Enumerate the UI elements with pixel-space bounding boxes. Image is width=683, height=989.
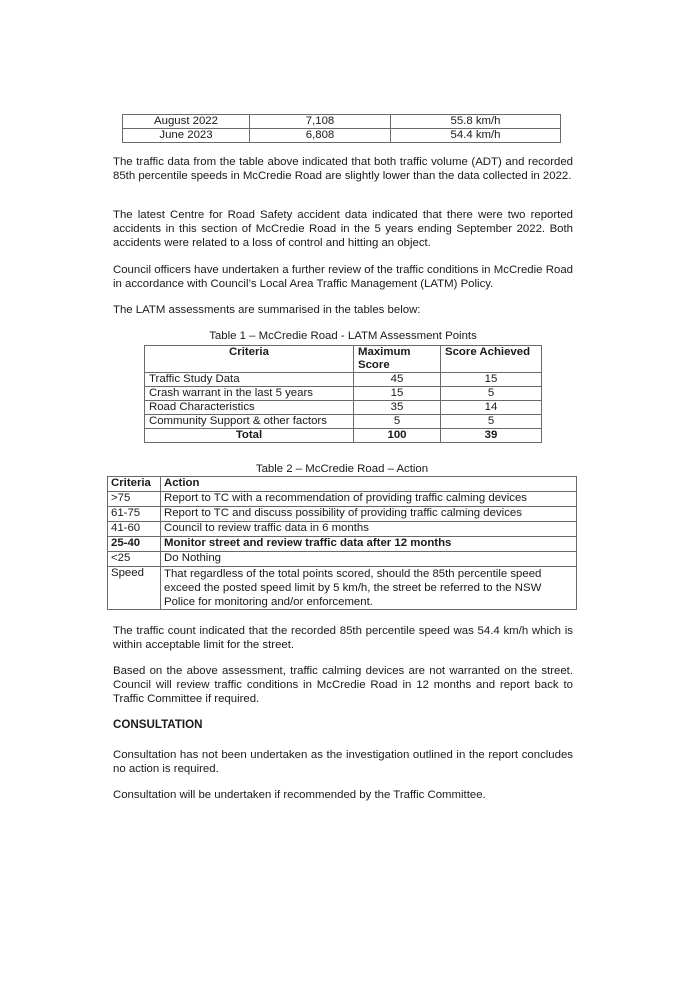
adt-cell: 7,108 — [250, 115, 391, 129]
table-row — [145, 387, 542, 401]
action-cell: Do Nothing — [161, 552, 577, 567]
speed-cell: 55.8 km/h — [391, 115, 561, 129]
adt-cell: 6,808 — [250, 129, 391, 143]
max-score-header: Maximum Score — [354, 346, 441, 373]
criteria-cell: <25 — [108, 552, 161, 567]
table-row-highlighted — [108, 537, 577, 552]
table-row — [123, 129, 561, 143]
paragraph-assessment-outcome: Based on the above assessment, traffic calming devices are not warranted on the street. Council will review traffic conditions in McCredie Road in 12 months and report back to Traffic Committee if required. — [113, 665, 573, 705]
table-row — [108, 567, 577, 610]
table-row — [108, 507, 577, 522]
score-achieved-cell: 15 — [441, 373, 542, 387]
table-row — [108, 552, 577, 567]
criteria-cell: >75 — [108, 492, 161, 507]
max-score-cell: 15 — [354, 387, 441, 401]
criteria-header: Criteria — [108, 477, 161, 492]
criteria-cell: Road Characteristics — [145, 401, 354, 415]
total-achieved-cell: 39 — [441, 429, 542, 443]
speed-cell: 54.4 km/h — [391, 129, 561, 143]
latm-assessment-table — [144, 345, 542, 443]
period-cell: August 2022 — [123, 115, 250, 129]
table-row — [108, 492, 577, 507]
score-achieved-cell: 5 — [441, 387, 542, 401]
paragraph-consultation-future: Consultation will be undertaken if recommended by the Traffic Committee. — [113, 789, 486, 801]
action-header: Action — [161, 477, 577, 492]
table1-caption: Table 1 – McCredie Road - LATM Assessment Points — [209, 330, 477, 342]
score-achieved-cell: 14 — [441, 401, 542, 415]
paragraph-accident-data: The latest Centre for Road Safety accident data indicated that there were two reported accidents in this section of McCredie Road in the 5 years ending September 2022. Both accidents were related to a loss of control and hitting an object. — [113, 209, 573, 249]
paragraph-latm-review: Council officers have undertaken a further review of the traffic conditions in McCredie Road in accordance with Council’s Local Area Traffic Management (LATM) Policy. — [113, 264, 573, 290]
action-cell: Council to review traffic data in 6 months — [161, 522, 577, 537]
paragraph-speed-result: The traffic count indicated that the recorded 85th percentile speed was 54.4 km/h which is within acceptable limit for the street. — [113, 625, 573, 651]
period-cell: June 2023 — [123, 129, 250, 143]
criteria-cell: 61-75 — [108, 507, 161, 522]
action-cell: Monitor street and review traffic data after 12 months — [161, 537, 577, 552]
action-cell: That regardless of the total points scored, should the 85th percentile speed exceed the posted speed limit by 5 km/h, the street be referred to the NSW Police for monitoring and/or enforcement. — [161, 567, 577, 610]
table-row — [145, 401, 542, 415]
table-total-row — [145, 429, 542, 443]
paragraph-traffic-data: The traffic data from the table above indicated that both traffic volume (ADT) and recorded 85th percentile speeds in McCredie Road are slightly lower than the data collected in 2022. — [113, 156, 573, 182]
traffic-data-table — [122, 114, 561, 143]
criteria-header: Criteria — [145, 346, 354, 373]
table-row — [108, 522, 577, 537]
criteria-cell: Traffic Study Data — [145, 373, 354, 387]
max-score-cell: 35 — [354, 401, 441, 415]
table-header-row — [145, 346, 542, 373]
paragraph-latm-intro: The LATM assessments are summarised in the tables below: — [113, 304, 421, 316]
paragraph-consultation: Consultation has not been undertaken as the investigation outlined in the report concludes no action is required. — [113, 749, 573, 775]
criteria-cell: Crash warrant in the last 5 years — [145, 387, 354, 401]
latm-action-table — [107, 476, 577, 610]
max-score-cell: 45 — [354, 373, 441, 387]
action-cell: Report to TC with a recommendation of providing traffic calming devices — [161, 492, 577, 507]
max-score-cell: 5 — [354, 415, 441, 429]
table-row — [145, 415, 542, 429]
table-header-row — [108, 477, 577, 492]
criteria-cell: Speed — [108, 567, 161, 610]
consultation-heading: CONSULTATION — [113, 718, 203, 731]
table2-caption: Table 2 – McCredie Road – Action — [255, 463, 429, 475]
table-row — [123, 115, 561, 129]
criteria-cell: Community Support & other factors — [145, 415, 354, 429]
total-max-cell: 100 — [354, 429, 441, 443]
score-achieved-header: Score Achieved — [441, 346, 542, 373]
table-row — [145, 373, 542, 387]
criteria-cell: 41-60 — [108, 522, 161, 537]
criteria-cell: 25-40 — [108, 537, 161, 552]
total-label-cell: Total — [145, 429, 354, 443]
score-achieved-cell: 5 — [441, 415, 542, 429]
action-cell: Report to TC and discuss possibility of providing traffic calming devices — [161, 507, 577, 522]
